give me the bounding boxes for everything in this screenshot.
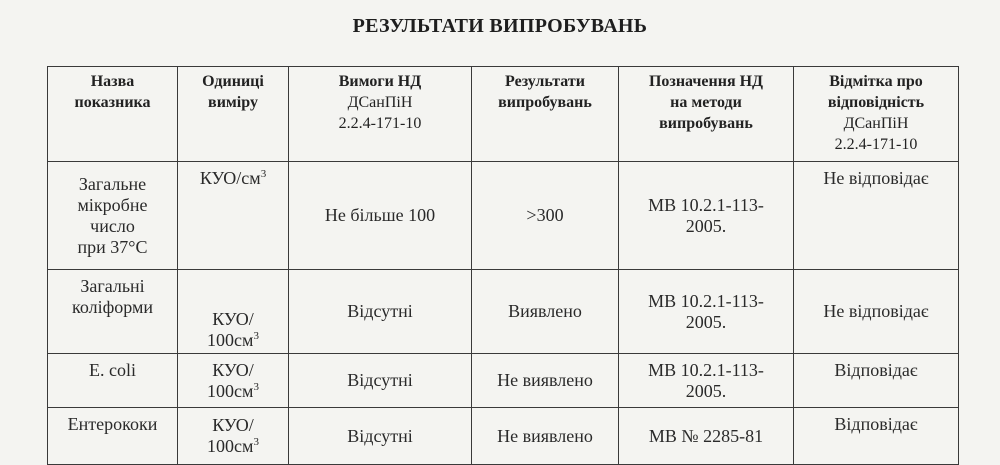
header-indicator-name: Назва показника	[48, 67, 178, 162]
cell-requirement: Відсутні	[289, 354, 472, 408]
header-results: Результати випробувань	[472, 67, 619, 162]
table-row	[48, 162, 959, 270]
cell-indicator-name: E. coli	[48, 354, 178, 408]
cell-result: Не виявлено	[472, 354, 619, 408]
header-methods: Позначення НД на методи випробувань	[619, 67, 794, 162]
results-table	[47, 66, 959, 465]
cell-requirement: Відсутні	[289, 270, 472, 354]
cell-requirement: Відсутні	[289, 408, 472, 465]
cell-requirement: Не більше 100	[289, 162, 472, 270]
header-units: Одиниці виміру	[178, 67, 289, 162]
table-row	[48, 408, 959, 465]
cell-method: МВ 10.2.1-113- 2005.	[619, 270, 794, 354]
table-header-row	[48, 67, 959, 162]
cell-result: Виявлено	[472, 270, 619, 354]
cell-compliance: Відповідає	[794, 354, 959, 408]
cell-indicator-name: Загальні коліформи	[48, 270, 178, 354]
cell-unit: КУО/ $100см^3$	[178, 270, 289, 354]
cell-method: МВ № 2285-81	[619, 408, 794, 465]
cell-unit: КУО/ $100см^3$	[178, 408, 289, 465]
cell-compliance: Не відповідає	[794, 270, 959, 354]
cell-result: Не виявлено	[472, 408, 619, 465]
cell-indicator-name: Загальне мікробне число при 37°С	[48, 162, 178, 270]
cell-indicator-name: Ентерококи	[48, 408, 178, 465]
cell-unit: КУО/$см^3$	[178, 162, 289, 270]
cell-method: МВ 10.2.1-113- 2005.	[619, 354, 794, 408]
header-compliance: Відмітка про відповідність ДСанПіН 2.2.4-171-10	[794, 67, 959, 162]
cell-unit: КУО/ $100см^3$	[178, 354, 289, 408]
cell-result: >300	[472, 162, 619, 270]
table-row	[48, 354, 959, 408]
cell-method: МВ 10.2.1-113- 2005.	[619, 162, 794, 270]
header-requirements: Вимоги НД ДСанПіН 2.2.4-171-10	[289, 67, 472, 162]
document-title: РЕЗУЛЬТАТИ ВИПРОБУВАНЬ	[352, 15, 648, 37]
cell-compliance: Відповідає	[794, 408, 959, 465]
table-row	[48, 270, 959, 354]
cell-compliance: Не відповідає	[794, 162, 959, 270]
